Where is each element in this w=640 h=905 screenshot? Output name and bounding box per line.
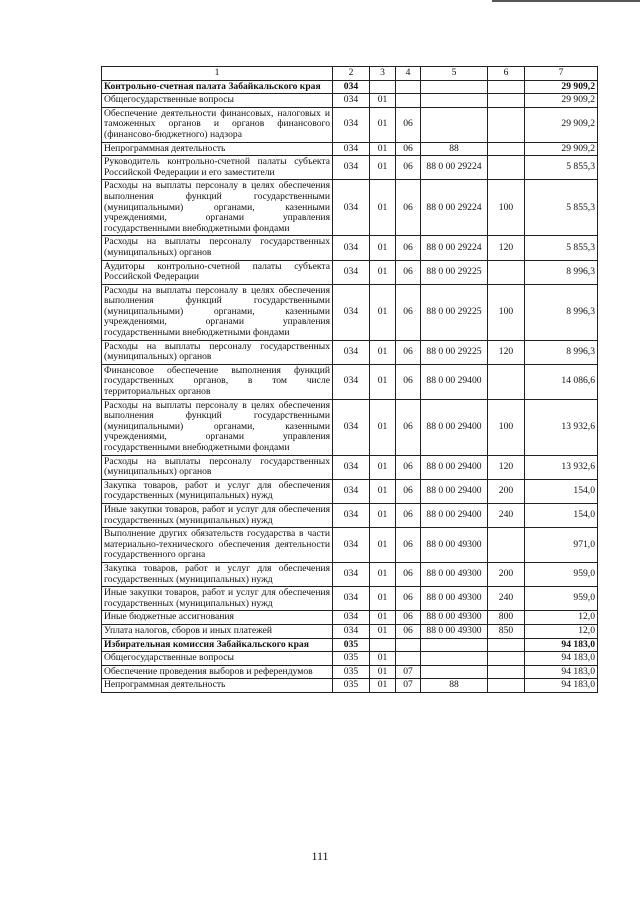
- cell-section: 01: [370, 455, 396, 479]
- cell-subsection: 06: [396, 364, 421, 399]
- cell-subsection: [396, 94, 421, 108]
- cell-target-article: 88 0 00 49300: [421, 587, 488, 611]
- cell-expense-type: [488, 364, 525, 399]
- table-row: [102, 284, 598, 340]
- cell-subsection: 07: [396, 665, 421, 679]
- cell-admin-code: 034: [333, 562, 370, 586]
- cell-section: 01: [370, 180, 396, 236]
- cell-expense-type: 850: [488, 624, 525, 638]
- row-name: Закупка товаров, работ и услуг для обеспечения государственных (муниципальных) нужд: [102, 479, 333, 503]
- cell-amount: 29 909,2: [525, 80, 598, 94]
- cell-admin-code: 034: [333, 80, 370, 94]
- cell-subsection: 06: [396, 503, 421, 527]
- row-name: Уплата налогов, сборов и иных платежей: [102, 624, 333, 638]
- cell-admin-code: 034: [333, 260, 370, 284]
- column-header: 5: [421, 67, 488, 81]
- row-name: Руководитель контрольно-счетной палаты субъекта Российской Федерации и его заместители: [102, 156, 333, 180]
- row-name: Расходы на выплаты персоналу в целях обеспечения выполнения функций государственными (муниципальными) органами, казенными учреждениями, органами управления государственными внебюджетными фондами: [102, 180, 333, 236]
- cell-target-article: 88 0 00 29400: [421, 364, 488, 399]
- table-row: [102, 562, 598, 586]
- cell-target-article: 88 0 00 49300: [421, 528, 488, 563]
- cell-admin-code: 035: [333, 638, 370, 652]
- cell-subsection: 06: [396, 399, 421, 455]
- cell-expense-type: 100: [488, 399, 525, 455]
- column-header-row: [102, 67, 598, 81]
- cell-subsection: 06: [396, 180, 421, 236]
- cell-expense-type: 120: [488, 340, 525, 364]
- row-name: Непрограммная деятельность: [102, 679, 333, 693]
- cell-amount: 12,0: [525, 624, 598, 638]
- cell-admin-code: 035: [333, 679, 370, 693]
- table-row: [102, 479, 598, 503]
- cell-target-article: [421, 652, 488, 666]
- row-name: Общегосударственные вопросы: [102, 652, 333, 666]
- cell-subsection: 06: [396, 611, 421, 625]
- cell-target-article: 88 0 00 49300: [421, 611, 488, 625]
- cell-target-article: 88 0 00 29400: [421, 399, 488, 455]
- cell-admin-code: 034: [333, 94, 370, 108]
- cell-section: [370, 80, 396, 94]
- cell-expense-type: 120: [488, 455, 525, 479]
- cell-section: 01: [370, 665, 396, 679]
- cell-section: 01: [370, 652, 396, 666]
- cell-amount: 94 183,0: [525, 652, 598, 666]
- cell-section: 01: [370, 156, 396, 180]
- cell-subsection: 06: [396, 340, 421, 364]
- cell-expense-type: 100: [488, 284, 525, 340]
- cell-amount: 154,0: [525, 479, 598, 503]
- table-row: [102, 80, 598, 94]
- table-row: [102, 340, 598, 364]
- cell-subsection: 06: [396, 455, 421, 479]
- cell-section: [370, 638, 396, 652]
- cell-section: 01: [370, 284, 396, 340]
- cell-target-article: 88 0 00 29400: [421, 455, 488, 479]
- row-name: Общегосударственные вопросы: [102, 94, 333, 108]
- row-name: Обеспечение деятельности финансовых, налоговых и таможенных органов и органов финансового (финансово-бюджетного) надзора: [102, 107, 333, 142]
- cell-amount: 29 909,2: [525, 107, 598, 142]
- column-header: 1: [102, 67, 333, 81]
- table-row: [102, 665, 598, 679]
- cell-admin-code: 034: [333, 236, 370, 260]
- cell-expense-type: [488, 260, 525, 284]
- cell-amount: 8 996,3: [525, 284, 598, 340]
- cell-expense-type: [488, 107, 525, 142]
- cell-subsection: 06: [396, 528, 421, 563]
- cell-expense-type: [488, 94, 525, 108]
- column-header: 2: [333, 67, 370, 81]
- cell-amount: 94 183,0: [525, 638, 598, 652]
- cell-expense-type: 800: [488, 611, 525, 625]
- cell-expense-type: 240: [488, 587, 525, 611]
- table-row: [102, 399, 598, 455]
- cell-amount: 5 855,3: [525, 180, 598, 236]
- cell-subsection: 06: [396, 236, 421, 260]
- table-row: [102, 624, 598, 638]
- cell-subsection: 07: [396, 679, 421, 693]
- table-row: [102, 94, 598, 108]
- cell-amount: 13 932,6: [525, 399, 598, 455]
- cell-admin-code: 034: [333, 340, 370, 364]
- table-row: [102, 107, 598, 142]
- table-row: [102, 260, 598, 284]
- row-name: Аудиторы контрольно-счетной палаты субъекта Российской Федерации: [102, 260, 333, 284]
- cell-target-article: 88 0 00 29400: [421, 479, 488, 503]
- cell-expense-type: 120: [488, 236, 525, 260]
- cell-target-article: [421, 94, 488, 108]
- cell-amount: 14 086,6: [525, 364, 598, 399]
- row-name: Обеспечение проведения выборов и референдумов: [102, 665, 333, 679]
- cell-amount: 8 996,3: [525, 340, 598, 364]
- row-name: Расходы на выплаты персоналу государственных (муниципальных) органов: [102, 340, 333, 364]
- cell-target-article: 88: [421, 142, 488, 156]
- cell-expense-type: [488, 80, 525, 94]
- cell-section: 01: [370, 399, 396, 455]
- cell-amount: 971,0: [525, 528, 598, 563]
- cell-amount: 959,0: [525, 562, 598, 586]
- cell-section: 01: [370, 107, 396, 142]
- table-row: [102, 611, 598, 625]
- cell-admin-code: 034: [333, 587, 370, 611]
- cell-admin-code: 034: [333, 156, 370, 180]
- cell-section: 01: [370, 562, 396, 586]
- cell-subsection: [396, 80, 421, 94]
- table-row: [102, 142, 598, 156]
- cell-admin-code: 034: [333, 180, 370, 236]
- row-name: Иные бюджетные ассигнования: [102, 611, 333, 625]
- cell-section: 01: [370, 479, 396, 503]
- cell-amount: 8 996,3: [525, 260, 598, 284]
- table-row: [102, 528, 598, 563]
- cell-admin-code: 034: [333, 364, 370, 399]
- page-number: 111: [311, 849, 329, 863]
- cell-target-article: 88 0 00 29225: [421, 340, 488, 364]
- cell-admin-code: 034: [333, 399, 370, 455]
- cell-amount: 5 855,3: [525, 236, 598, 260]
- cell-section: 01: [370, 679, 396, 693]
- cell-section: 01: [370, 94, 396, 108]
- cell-expense-type: 100: [488, 180, 525, 236]
- cell-expense-type: [488, 679, 525, 693]
- cell-admin-code: 034: [333, 142, 370, 156]
- row-name: Расходы на выплаты персоналу государственных (муниципальных) органов: [102, 455, 333, 479]
- cell-amount: 959,0: [525, 587, 598, 611]
- cell-target-article: [421, 107, 488, 142]
- cell-target-article: 88 0 00 29400: [421, 503, 488, 527]
- table-row: [102, 156, 598, 180]
- cell-subsection: [396, 652, 421, 666]
- cell-subsection: 06: [396, 562, 421, 586]
- cell-expense-type: [488, 156, 525, 180]
- cell-subsection: 06: [396, 587, 421, 611]
- cell-section: 01: [370, 236, 396, 260]
- table-row: [102, 679, 598, 693]
- cell-amount: 5 855,3: [525, 156, 598, 180]
- table-row: [102, 364, 598, 399]
- cell-target-article: 88 0 00 29225: [421, 260, 488, 284]
- row-name: Иные закупки товаров, работ и услуг для обеспечения государственных (муниципальных) нужд: [102, 587, 333, 611]
- cell-subsection: 06: [396, 479, 421, 503]
- cell-target-article: 88 0 00 49300: [421, 624, 488, 638]
- cell-expense-type: 200: [488, 479, 525, 503]
- row-name: Финансовое обеспечение выполнения функций государственных органов, в том числе территориальных органов: [102, 364, 333, 399]
- table-row: [102, 638, 598, 652]
- top-edge-line: [492, 0, 640, 2]
- cell-section: 01: [370, 260, 396, 284]
- cell-admin-code: 034: [333, 528, 370, 563]
- cell-admin-code: 034: [333, 503, 370, 527]
- cell-target-article: 88: [421, 679, 488, 693]
- cell-expense-type: 240: [488, 503, 525, 527]
- cell-target-article: [421, 665, 488, 679]
- table-row: [102, 455, 598, 479]
- cell-expense-type: [488, 638, 525, 652]
- cell-admin-code: 034: [333, 455, 370, 479]
- cell-target-article: 88 0 00 29225: [421, 284, 488, 340]
- column-header: 4: [396, 67, 421, 81]
- cell-section: 01: [370, 528, 396, 563]
- cell-section: 01: [370, 142, 396, 156]
- cell-amount: 13 932,6: [525, 455, 598, 479]
- cell-section: 01: [370, 364, 396, 399]
- row-name: Избирательная комиссия Забайкальского края: [102, 638, 333, 652]
- cell-admin-code: 034: [333, 284, 370, 340]
- row-name: Закупка товаров, работ и услуг для обеспечения государственных (муниципальных) нужд: [102, 562, 333, 586]
- cell-target-article: [421, 638, 488, 652]
- table-row: [102, 236, 598, 260]
- cell-expense-type: [488, 652, 525, 666]
- cell-subsection: 06: [396, 624, 421, 638]
- cell-subsection: [396, 638, 421, 652]
- row-name: Иные закупки товаров, работ и услуг для обеспечения государственных (муниципальных) нужд: [102, 503, 333, 527]
- row-name: Расходы на выплаты персоналу государственных (муниципальных) органов: [102, 236, 333, 260]
- cell-expense-type: 200: [488, 562, 525, 586]
- table-row: [102, 587, 598, 611]
- cell-subsection: 06: [396, 284, 421, 340]
- row-name: Выполнение других обязательств государства в части материально-технического обеспечения деятельности государственного органа: [102, 528, 333, 563]
- cell-target-article: 88 0 00 29224: [421, 180, 488, 236]
- cell-expense-type: [488, 528, 525, 563]
- cell-section: 01: [370, 503, 396, 527]
- cell-subsection: 06: [396, 107, 421, 142]
- cell-target-article: 88 0 00 29224: [421, 156, 488, 180]
- cell-expense-type: [488, 142, 525, 156]
- cell-amount: 12,0: [525, 611, 598, 625]
- table-row: [102, 652, 598, 666]
- table-row: [102, 503, 598, 527]
- cell-target-article: 88 0 00 29224: [421, 236, 488, 260]
- column-header: 6: [488, 67, 525, 81]
- row-name: Непрограммная деятельность: [102, 142, 333, 156]
- cell-section: 01: [370, 611, 396, 625]
- cell-admin-code: 035: [333, 652, 370, 666]
- cell-admin-code: 034: [333, 624, 370, 638]
- cell-amount: 94 183,0: [525, 679, 598, 693]
- cell-admin-code: 034: [333, 107, 370, 142]
- cell-subsection: 06: [396, 260, 421, 284]
- cell-amount: 29 909,2: [525, 94, 598, 108]
- cell-target-article: 88 0 00 49300: [421, 562, 488, 586]
- row-name: Расходы на выплаты персоналу в целях обеспечения выполнения функций государственными (муниципальными) органами, казенными учреждениями, органами управления государственными внебюджетными фондами: [102, 399, 333, 455]
- cell-amount: 154,0: [525, 503, 598, 527]
- cell-admin-code: 034: [333, 611, 370, 625]
- column-header: 3: [370, 67, 396, 81]
- cell-subsection: 06: [396, 156, 421, 180]
- cell-subsection: 06: [396, 142, 421, 156]
- cell-amount: 29 909,2: [525, 142, 598, 156]
- cell-section: 01: [370, 340, 396, 364]
- cell-target-article: [421, 80, 488, 94]
- cell-amount: 94 183,0: [525, 665, 598, 679]
- cell-admin-code: 034: [333, 479, 370, 503]
- cell-admin-code: 035: [333, 665, 370, 679]
- row-name: Контрольно-счетная палата Забайкальского края: [102, 80, 333, 94]
- cell-expense-type: [488, 665, 525, 679]
- table-row: [102, 180, 598, 236]
- cell-section: 01: [370, 624, 396, 638]
- column-header: 7: [525, 67, 598, 81]
- cell-section: 01: [370, 587, 396, 611]
- budget-table: [101, 66, 598, 693]
- row-name: Расходы на выплаты персоналу в целях обеспечения выполнения функций государственными (муниципальными) органами, казенными учреждениями, органами управления государственными внебюджетными фондами: [102, 284, 333, 340]
